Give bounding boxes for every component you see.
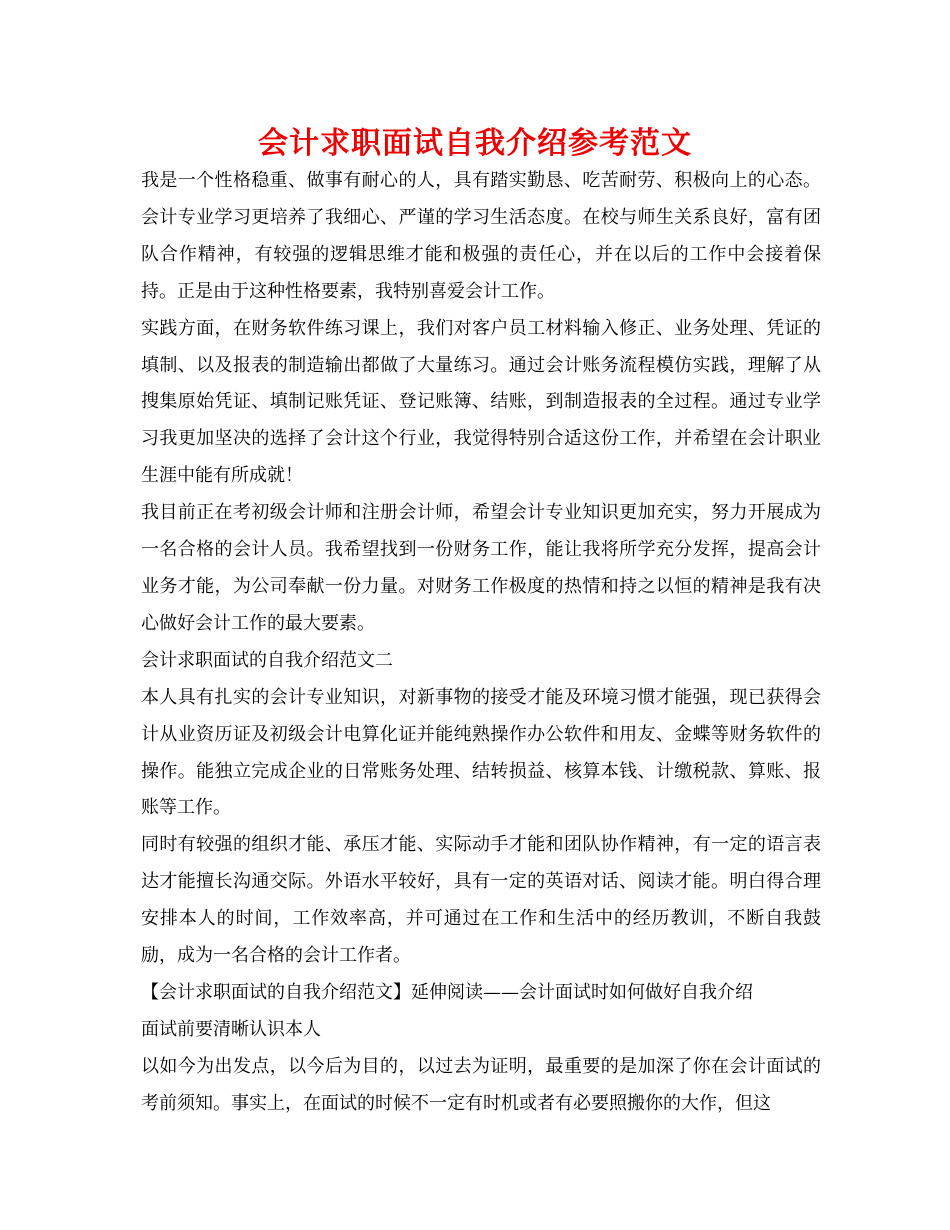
paragraph-intro: 我是一个性格稳重、做事有耐心的人，具有踏实勤恳、吃苦耐劳、积极向上的心态。会计专业学习更培养了我细心、严谨的学习生活态度。在校与师生关系良好，富有团队合作精神，有较强的逻辑思维才能和极强的责任心，并在以后的工作中会接着保持。正是由于这种性格要素，我特别喜爱会计工作。 — [141, 170, 821, 302]
paragraph-goals: 我目前正在考初级会计师和注册会计师，希望会计专业知识更加充实，努力开展成为一名合格的会计人员。我希望找到一份财务工作，能让我将所学充分发挥，提高会计业务才能，为公司奉献一份力量。对财务工作极度的热情和持之以恒的精神是我有决心做好会计工作的最大要素。 — [141, 502, 821, 634]
paragraph-abilities: 同时有较强的组织才能、承压才能、实际动手才能和团队协作精神，有一定的语言表达才能擅长沟通交际。外语水平较好，具有一定的英语对话、阅读才能。明白得合理安排本人的时间，工作效率高，并可通过在工作和生活中的经历教训，不断自我鼓励，成为一名合格的会计工作者。 — [141, 834, 821, 967]
document-title: 会计求职面试自我介绍参考范文 — [258, 126, 692, 161]
paragraph-skills: 本人具有扎实的会计专业知识，对新事物的接受才能及环境习惯才能强，现已获得会计从业资历证及初级会计电算化证并能纯熟操作办公软件和用友、金蝶等财务软件的操作。能独立完成企业的日常账务处理、结转损益、核算本钱、计缴税款、算账、报账等工作。 — [141, 686, 821, 819]
paragraph-interview-tips: 以如今为出发点，以今后为目的，以过去为证明，最重要的是加深了你在会计面试的考前须知。事实上，在面试的时候不一定有时机或者有必要照搬你的大作，但这 — [141, 1055, 821, 1114]
section-heading-sample-two: 会计求职面试的自我介绍范文二 — [141, 649, 393, 671]
section-heading-extended-reading: 【会计求职面试的自我介绍范文】延伸阅读——会计面试时如何做好自我介绍 — [141, 981, 753, 1003]
paragraph-practice: 实践方面，在财务软件练习课上，我们对客户员工材料输入修正、业务处理、凭证的填制、以及报表的制造输出都做了大量练习。通过会计账务流程模仿实践，理解了从搜集原始凭证、填制记账凭证、登记账簿、结账，到制造报表的全过程。通过专业学习我更加坚决的选择了会计这个行业，我觉得特别合适这份工作，并希望在会计职业生涯中能有所成就！ — [141, 317, 821, 487]
document-body — [141, 163, 821, 1123]
section-heading-know-yourself: 面试前要清晰认识本人 — [141, 1018, 321, 1040]
